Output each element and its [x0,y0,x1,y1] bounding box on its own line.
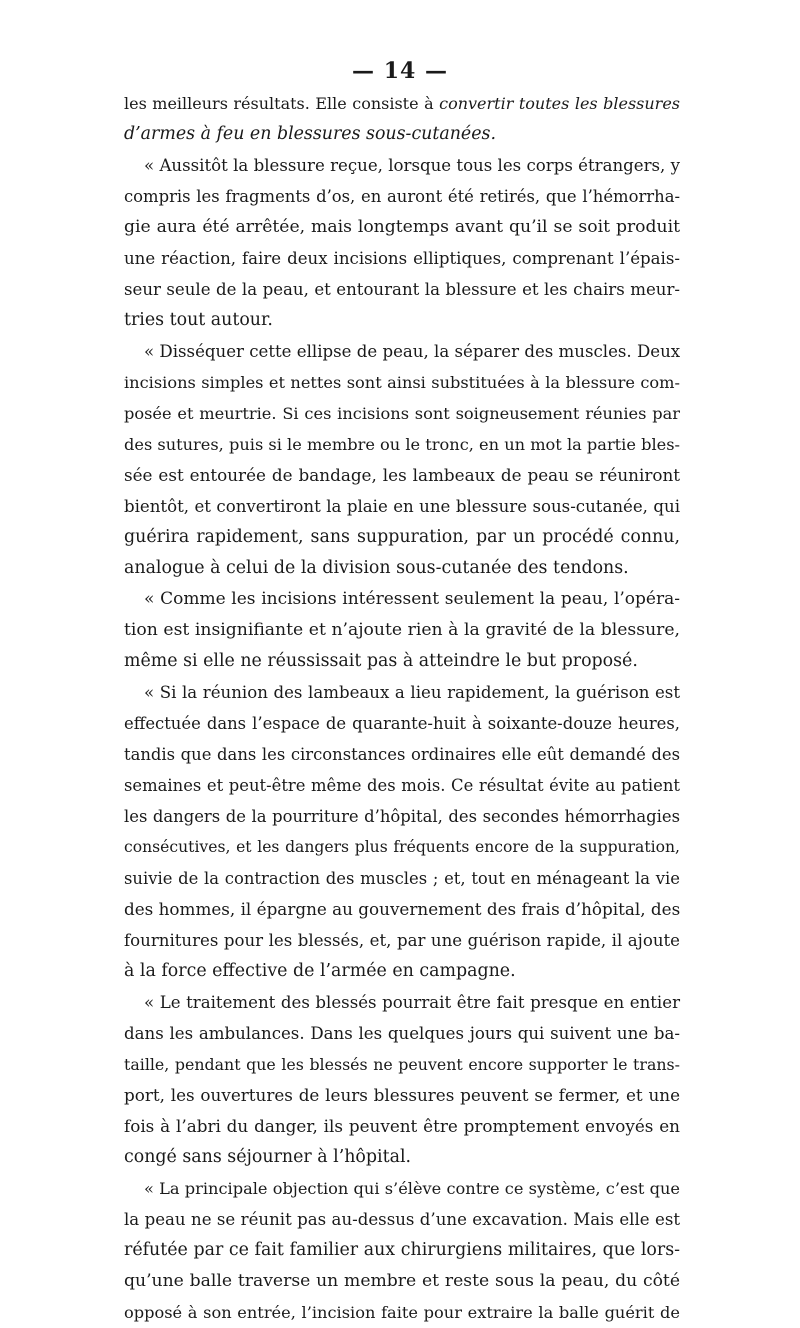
text-line [124,708,680,739]
text-segment: seur seule de la peau, et entourant la blessure et les chairs meur- [124,280,680,299]
text-line [124,739,680,770]
text-segment: « La principale objection qui s’élève contre ce système, c’est que [144,1179,680,1198]
text-segment: « Disséquer cette ellipse de peau, la séparer des muscles. Deux [144,342,681,361]
text-segment: « Le traitement des blessés pourrait être fait presque en entier [144,993,680,1012]
text-line [124,305,680,336]
text-segment: gie aura été arrêtée, mais longtemps avant qu’il se soit produit [124,217,680,237]
text-line [124,119,680,150]
text-segment: compris les fragments d’os, en auront été retirés, que l’hémorrha- [124,187,680,206]
text-segment: fournitures pour les blessés, et, par une guérison rapide, il ajoute [124,931,680,950]
text-line [124,1111,680,1142]
text-line [124,1235,680,1266]
text-line [124,677,680,708]
text-line [124,646,680,677]
text-line [124,1018,680,1049]
text-segment: les meilleurs résultats. Elle consiste à [124,94,440,113]
text-segment: congé sans séjourner à l’hôpital. [124,1147,412,1167]
text-line [124,88,680,119]
text-line [124,212,680,243]
text-segment: « Si la réunion des lambeaux a lieu rapidement, la guérison est [144,683,680,702]
text-segment: consécutives, et les dangers plus fréquents encore de la suppuration, [124,838,680,856]
text-segment: même si elle ne réussissait pas à atteindre le but proposé. [124,651,638,671]
text-line [124,336,680,367]
text-segment: dans les ambulances. Dans les quelques jours qui suivent une ba- [124,1024,680,1043]
text-line [124,925,680,956]
text-line [124,522,680,553]
italic-text: d’armes à feu en blessures sous-cutanées. [124,124,496,144]
text-line [124,398,680,429]
text-line [124,584,680,615]
text-line [124,615,680,646]
text-line [124,1204,680,1235]
text-line [124,801,680,832]
text-line [124,1173,680,1204]
text-segment: des hommes, il épargne au gouvernement des frais d’hôpital, des [124,899,681,919]
text-segment: guérira rapidement, sans suppuration, par un procédé connu, [124,527,680,547]
text-segment: qu’une balle traverse un membre et reste sous la peau, du côté [124,1271,680,1291]
text-line [124,832,680,863]
italic-text: convertir toutes les blessures [439,94,681,113]
text-segment: port, les ouvertures de leurs blessures peuvent se fermer, et une [124,1085,680,1105]
text-segment: à la force effective de l’armée en campagne. [124,961,516,981]
text-line [124,460,680,491]
text-segment: sée est entourée de bandage, les lambeaux de peau se réuniront [124,465,680,485]
text-line [124,1080,680,1111]
text-line [124,367,680,398]
text-line [124,987,680,1018]
text-line [124,770,680,801]
text-line [124,1049,680,1080]
text-segment: posée et meurtrie. Si ces incisions sont soigneusement réunies par [124,404,680,423]
text-line [124,429,680,460]
text-segment: tries tout autour. [124,310,273,330]
text-segment: « Comme les incisions intéressent seulement la peau, l’opéra- [144,589,680,609]
text-line [124,243,680,274]
page-number: — 14 — [352,58,448,84]
text-segment: tion est insignifiante et n’ajoute rien à la gravité de la blessure, [124,620,680,640]
text-line [124,150,680,181]
text-segment: suivie de la contraction des muscles ; et, tout en ménageant la vie [124,869,680,888]
text-line [124,894,680,925]
text-line [124,274,680,305]
text-line [124,491,680,522]
text-line [124,181,680,212]
text-segment: opposé à son entrée, l’incision faite pour extraire la balle guérit de [124,1303,680,1322]
text-line [124,1297,680,1328]
text-segment: fois à l’abri du danger, ils peuvent être promptement envoyés en [124,1116,680,1136]
text-segment: semaines et peut-être même des mois. Ce résultat évite au patient [124,776,680,795]
text-line [124,1142,680,1173]
text-segment: analogue à celui de la division sous-cutanée des tendons. [124,558,629,578]
text-segment: bientôt, et convertiront la plaie en une blessure sous-cutanée, qui [124,497,680,516]
text-line [124,956,680,987]
text-line [124,1266,680,1297]
text-segment: taille, pendant que les blessés ne peuvent encore supporter le trans- [124,1055,680,1074]
text-segment: effectuée dans l’espace de quarante-huit à soixante-douze heures, [124,714,680,733]
text-segment: des sutures, puis si le membre ou le tronc, en un mot la partie bles- [124,435,680,454]
text-segment: les dangers de la pourriture d’hôpital, des secondes hémorrhagies [124,807,680,826]
text-segment: réfutée par ce fait familier aux chirurgiens militaires, que lors- [124,1240,680,1260]
body-text [124,88,680,1328]
text-segment: incisions simples et nettes sont ainsi substituées à la blessure com- [124,373,680,392]
text-segment: tandis que dans les circonstances ordinaires elle eût demandé des [124,745,680,764]
text-segment: « Aussitôt la blessure reçue, lorsque tous les corps étrangers, y [144,156,680,175]
text-segment: la peau ne se réunit pas au-dessus d’une excavation. Mais elle est [124,1210,680,1229]
text-line [124,863,680,894]
text-segment: une réaction, faire deux incisions elliptiques, comprenant l’épais- [124,249,680,268]
text-line [124,553,680,584]
